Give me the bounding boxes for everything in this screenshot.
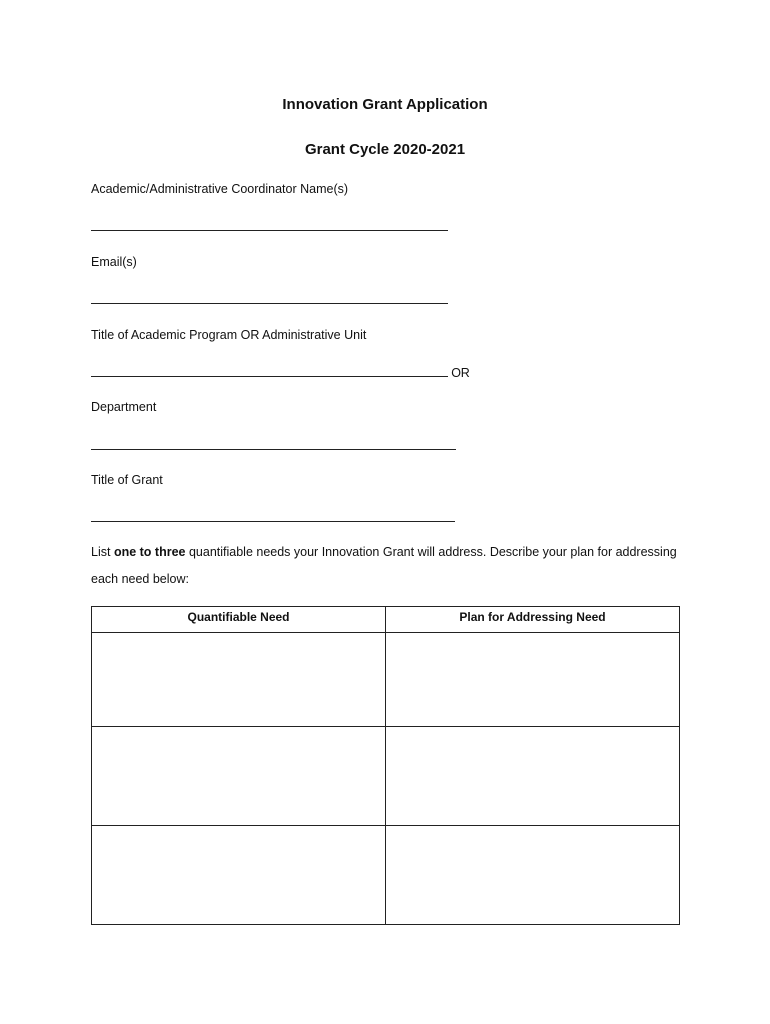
department-field[interactable] xyxy=(91,437,456,453)
coordinator-blank[interactable] xyxy=(91,218,448,231)
email-field[interactable] xyxy=(91,291,448,307)
document-title: Innovation Grant Application xyxy=(282,96,488,113)
need-cell-3[interactable] xyxy=(92,826,386,925)
needs-table-header xyxy=(92,607,680,633)
grant-title-label: Title of Grant xyxy=(91,473,163,487)
program-blank[interactable] xyxy=(91,364,448,377)
department-label: Department xyxy=(91,400,157,414)
department-blank[interactable] xyxy=(91,437,456,450)
plan-cell-1[interactable] xyxy=(386,633,680,727)
coordinator-field[interactable] xyxy=(91,218,448,234)
instructions-suffix: quantifiable needs your Innovation Grant will address. Describe your plan for addressing each need below: xyxy=(91,545,677,586)
email-blank[interactable] xyxy=(91,291,448,304)
plan-cell-2[interactable] xyxy=(386,727,680,826)
column-header-quantifiable-need: Quantifiable Need xyxy=(92,607,386,633)
program-field[interactable] xyxy=(91,364,470,380)
email-label: Email(s) xyxy=(91,255,137,269)
plan-cell-3[interactable] xyxy=(386,826,680,925)
grant-title-blank[interactable] xyxy=(91,509,455,522)
need-cell-2[interactable] xyxy=(92,727,386,826)
need-cell-1[interactable] xyxy=(92,633,386,727)
table-row xyxy=(92,826,680,925)
grant-title-field[interactable] xyxy=(91,509,455,525)
table-row xyxy=(92,727,680,826)
instructions-emphasis: one to three xyxy=(113,545,186,559)
program-or-text: OR xyxy=(451,366,470,380)
program-label: Title of Academic Program OR Administrative Unit xyxy=(91,328,367,342)
document-subtitle: Grant Cycle 2020-2021 xyxy=(304,141,466,158)
column-header-plan: Plan for Addressing Need xyxy=(386,607,680,633)
needs-table xyxy=(91,606,680,925)
instructions-text xyxy=(91,539,691,593)
table-row xyxy=(92,633,680,727)
instructions-prefix: List xyxy=(91,545,114,559)
coordinator-label: Academic/Administrative Coordinator Name(s) xyxy=(91,182,349,196)
